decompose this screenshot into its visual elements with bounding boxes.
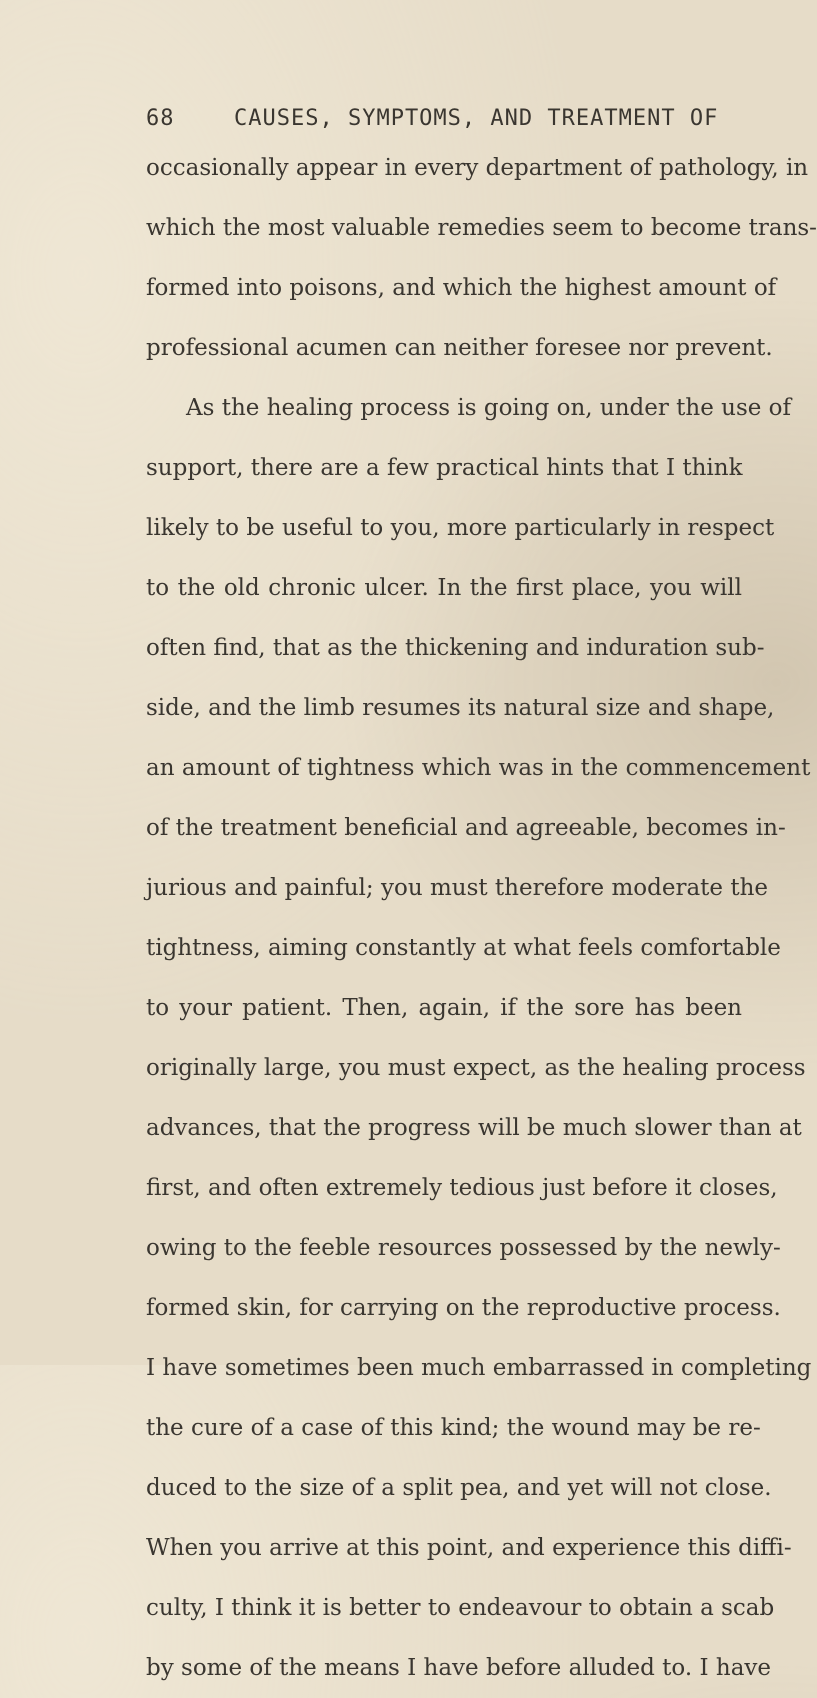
text-line: I have sometimes been much embarrassed in completing [146, 1355, 812, 1381]
text-line: occasionally appear in every department of pathology, in [146, 155, 809, 181]
text-line: often find, that as the thickening and induration sub- [146, 635, 765, 661]
text-line: culty, I think it is better to endeavour to obtain a scab [146, 1595, 775, 1621]
text-line: formed skin, for carrying on the reproductive process. [146, 1295, 781, 1321]
text-line: side, and the limb resumes its natural size and shape, [146, 695, 775, 721]
text-line: to your patient. Then, again, if the sore has been [146, 995, 742, 1021]
text-line: formed into poisons, and which the highest amount of [146, 275, 777, 301]
text-line: professional acumen can neither foresee nor prevent. [146, 335, 773, 361]
text-line: support, there are a few practical hints that I think [146, 455, 743, 481]
text-line: owing to the feeble resources possessed by the newly- [146, 1235, 781, 1261]
text-line: the cure of a case of this kind; the wound may be re- [146, 1415, 761, 1441]
text-line: jurious and painful; you must therefore moderate the [146, 875, 768, 901]
text-line: first, and often extremely tedious just before it closes, [146, 1175, 778, 1201]
text-line: an amount of tightness which was in the commencement [146, 755, 811, 781]
text-line: advances, that the progress will be much slower than at [146, 1115, 802, 1141]
text-line: likely to be useful to you, more particularly in respect [146, 515, 775, 541]
text-line: tightness, aiming constantly at what feels comfortable [146, 935, 781, 961]
text-line: which the most valuable remedies seem to become trans- [146, 215, 817, 241]
text-line: duced to the size of a split pea, and yet will not close. [146, 1475, 772, 1501]
text-line: by some of the means I have before alluded to. I have [146, 1655, 772, 1681]
text-line: When you arrive at this point, and experience this diffi- [146, 1535, 792, 1561]
text-line: As the healing process is going on, under the use of [186, 395, 792, 421]
text-line: of the treatment beneficial and agreeable, becomes in- [146, 815, 786, 841]
body-text [146, 138, 817, 1698]
text-line: to the old chronic ulcer. In the first place, you will [146, 575, 742, 601]
page-number: 68 [146, 106, 175, 131]
text-line: originally large, you must expect, as the healing process [146, 1055, 806, 1081]
running-title: CAUSES, SYMPTOMS, AND TREATMENT OF [234, 106, 719, 131]
